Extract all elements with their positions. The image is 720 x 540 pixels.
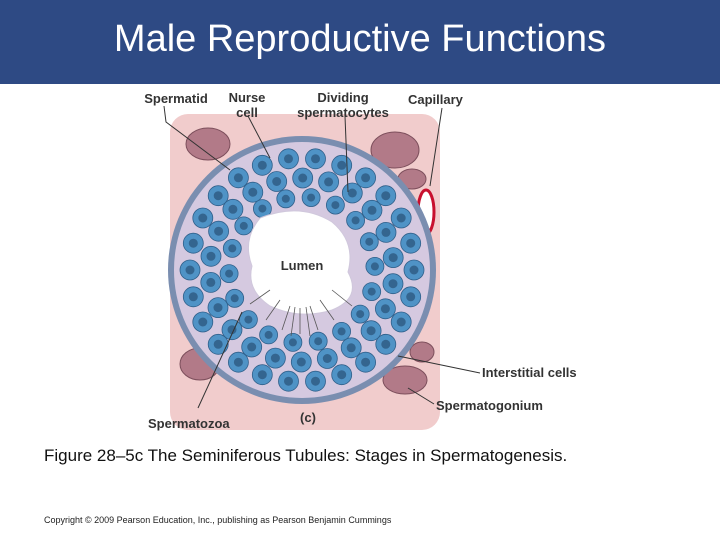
label-spermatogonium: Spermatogonium <box>436 398 543 413</box>
germ-cell-nucleus <box>289 338 297 346</box>
germ-cell-nucleus <box>381 340 390 349</box>
germ-cell-nucleus <box>348 189 357 198</box>
germ-cell-nucleus <box>298 174 307 183</box>
germ-cell-nucleus <box>240 222 248 230</box>
germ-cell-nucleus <box>214 191 223 200</box>
germ-cell-nucleus <box>381 191 390 200</box>
germ-cell-nucleus <box>207 252 216 261</box>
germ-cell-nucleus <box>258 205 266 213</box>
germ-cell-nucleus <box>198 318 207 327</box>
germ-cell-nucleus <box>231 294 239 302</box>
germ-cell-nucleus <box>198 214 207 223</box>
germ-cell-nucleus <box>389 279 398 288</box>
label-nurse-cell: Nurse cell <box>228 90 266 120</box>
germ-cell-nucleus <box>189 292 198 301</box>
label-spermatid: Spermatid <box>144 91 208 106</box>
germ-cell-nucleus <box>258 161 267 170</box>
germ-cell-nucleus <box>397 214 406 223</box>
germ-cell-nucleus <box>406 292 415 301</box>
germ-cell-nucleus <box>337 370 346 379</box>
germ-cell-nucleus <box>258 370 267 379</box>
germ-cell-nucleus <box>297 358 306 367</box>
germ-cell-nucleus <box>234 358 243 367</box>
germ-cell-nucleus <box>214 303 223 312</box>
germ-cell-nucleus <box>356 310 364 318</box>
germ-cell-nucleus <box>234 173 243 182</box>
germ-cell-nucleus <box>311 154 320 163</box>
germ-cell-nucleus <box>361 173 370 182</box>
germ-cell-nucleus <box>361 358 370 367</box>
figure-caption: Figure 28–5c The Seminiferous Tubules: Stages in Spermatogenesis. <box>44 446 568 465</box>
germ-cell-nucleus <box>347 343 356 352</box>
germ-cell-nucleus <box>311 377 320 386</box>
panel-label: (c) <box>300 410 316 425</box>
germ-cell-nucleus <box>381 304 390 313</box>
label-spermatozoa: Spermatozoa <box>148 416 230 431</box>
germ-cell-nucleus <box>284 154 293 163</box>
label-capillary: Capillary <box>408 92 463 107</box>
germ-cell-nucleus <box>397 318 406 327</box>
germ-cell-nucleus <box>282 195 290 203</box>
germ-cell-nucleus <box>228 205 237 214</box>
germ-cell-nucleus <box>314 337 322 345</box>
germ-cell-nucleus <box>248 188 257 197</box>
germ-cell-nucleus <box>352 216 360 224</box>
title-bar <box>0 0 720 84</box>
germ-cell-nucleus <box>368 206 377 215</box>
germ-cell-nucleus <box>214 340 223 349</box>
germ-cell-nucleus <box>389 253 398 262</box>
germ-cell-nucleus <box>225 270 233 278</box>
label-dividing-spermatocytes: Dividing spermatocytes <box>297 90 389 120</box>
germ-cell-nucleus <box>206 278 215 287</box>
slide-title: Male Reproductive Functions <box>113 18 607 60</box>
germ-cell-nucleus <box>368 288 376 296</box>
seminiferous-tubule-figure <box>144 84 577 436</box>
germ-cell-nucleus <box>228 244 236 252</box>
germ-cell-nucleus <box>271 354 280 363</box>
germ-cell-nucleus <box>337 161 346 170</box>
germ-cell-nucleus <box>247 343 256 352</box>
germ-cell-nucleus <box>382 228 391 237</box>
germ-cell-nucleus <box>244 316 252 324</box>
germ-cell-nucleus <box>371 262 379 270</box>
germ-cell-nucleus <box>272 177 281 186</box>
germ-cell-nucleus <box>367 326 376 335</box>
germ-cell-nucleus <box>323 354 332 363</box>
germ-cell-nucleus <box>189 239 198 248</box>
germ-cell-nucleus <box>284 377 293 386</box>
germ-cell-nucleus <box>265 331 273 339</box>
germ-cell-nucleus <box>307 194 315 202</box>
germ-cell-nucleus <box>324 177 333 186</box>
label-interstitial-cells: Interstitial cells <box>482 365 577 380</box>
label-lumen: Lumen <box>274 258 330 273</box>
germ-cell-nucleus <box>186 266 195 275</box>
tubule-illustration <box>150 84 570 436</box>
germ-cell-nucleus <box>365 238 373 246</box>
germ-cell-nucleus <box>410 266 419 275</box>
germ-cell-nucleus <box>214 227 223 236</box>
germ-cell-nucleus <box>406 239 415 248</box>
germ-cell-nucleus <box>338 327 346 335</box>
germ-cell-nucleus <box>331 201 339 209</box>
copyright-notice: Copyright © 2009 Pearson Education, Inc., publishing as Pearson Benjamin Cummings <box>44 515 392 525</box>
